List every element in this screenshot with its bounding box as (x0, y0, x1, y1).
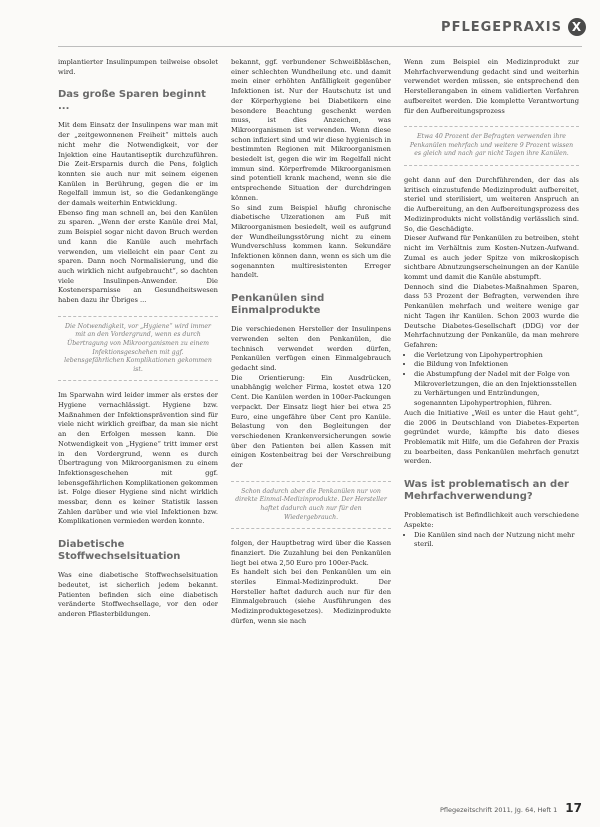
section-heading: Was ist problematisch an der Mehrfachverwendung? (404, 479, 569, 503)
pull-quote: Etwa 40 Prozent der Befragten verwenden ihre Penkanülen mehrfach und weitere 9 Prozent wissen es gleich und nach gar nicht Tagen ihre Kanülen. (404, 126, 579, 166)
paragraph: Die Orientierung: Ein Ausdrücken, unabhängig welcher Firma, kostet etwa 120 Cent. Die Kanülen werden in 100er-Packungen verpackt. Der Einsatz liegt hier bei etwa 25 Euro, eine ungefähre über Cent pro Kanüle. Belastung von den Begleitungen der verschiedenen Krankenversicherungen sowie über den Patienten bei allen Kassen mit einigen Kostenbeitrag bei der Verschreibung der (231, 373, 391, 470)
paragraph: Wenn zum Beispiel ein Medizinprodukt zur Mehrfachverwendung gedacht sind und weiterhin verwendet werden müssen, sie entsprechend den Herstellerangaben in einem validierten Verfahren aufbereitet werden. Die komplette Verantwortung für den Aufbereitungsprozess (404, 58, 579, 115)
paragraph: Die verschiedenen Hersteller der Insulinpens verwenden selten den Penkanülen, die technisch verwendet werden dürfen, Penkanülen verfügen einen Einmalgebrauch gedacht sind. (231, 325, 391, 372)
list-item: • die Abstumpfung der Nadel mit der Folge von Mikroverletzungen, die an den Injektionsstellen zu Verhärtungen und Entzündungen, sogenannten Lipohypertrophien, führen. (414, 370, 579, 409)
section-heading: Das große Sparen beginnt ... (58, 89, 206, 113)
problem-list (404, 531, 579, 550)
header-rule (58, 46, 582, 47)
paragraph: folgen, der Hauptbetrag wird über die Kassen finanziert. Die Zuzahlung bei den Penkanülen liegt bei etwa 2,50 Euro pro 100er-Pack. (231, 539, 391, 567)
list-item: • Die Kanülen sind nach der Nutzung nicht mehr steril. (414, 531, 579, 550)
section-heading: Penkanülen sind Einmalprodukte (231, 293, 325, 317)
pull-quote: Die Notwendigkeit, vor „Hygiene“ wird immer mit an den Vordergrund, wenn es durch Übertragung von Mikroorganismen zu einem Infektionsgeschehen mit ggf. lebensgefährlichen Komplikationen gekommen ist. (58, 316, 218, 382)
paragraph: Mit dem Einsatz der Insulinpens war man mit der „zeitgewonnenen Freiheit“ mittels auch nicht mehr die Notwendigkeit, vor der Injektion eine Hautantiseptik durchzuführen. Die Zeit-Ersparnis durch die Pens, folglich konnten sie auch nur mit seinem eigenen Kanülen in Berührung, gegen die er im Regelfall immun ist, so die Gedankengänge der damals weiterhin Entwicklung. (58, 121, 218, 208)
risk-list (404, 351, 579, 409)
paragraph: geht dann auf den Durchführenden, der das als kritisch einzustufende Medizinprodukt aufbereitet, steriel und sterilisiert, um weiteren Anspruch an die Aufbereitung, an den Aufbereitungsprozess des Medizinprodukts nicht vollständig verlässlich sind. So, die Geschädigte. (404, 176, 579, 233)
paragraph: So sind zum Beispiel häufig chronische diabetische Ulzerationen am Fuß mit Mikroorganismen besiedelt, weil es aufgrund der Wundheilungsstörung nicht zu einem Wundverschluss kommen kann. Sekundäre Infektionen können dann, wenn es sich um die sogenannten multiresistenten Erreger handelt. (231, 203, 391, 280)
list-item: • die Bildung von Infektionen (414, 360, 579, 370)
paragraph: Dieser Aufwand für Penkanülen zu betreiben, steht nicht im Verhältnis zum Kosten-Nutzen-Aufwand. Zumal es auch jeder Spitze von mikroskopisch sichtbare Abnutzungserscheinungen an der Kanüle kommt und damit die Kanüle abstumpft. (404, 234, 579, 282)
column-3 (404, 58, 579, 550)
list-item: • die Verletzung von Lipohypertrophien (414, 351, 579, 361)
paragraph: Ebenso fing man schnell an, bei den Kanülen zu sparen. „Wenn der erste Kanüle drei Mal, zum Beispiel sogar nicht davon Bruch werden und kann die Kanüle auch mehrfach verwenden, um vielleicht ein paar Cent zu sparen. Dann noch Normalisierung, und die auch wirklich nicht aufgebraucht“, so dachten viele Insulinpen-Anwender. Die Kostenersparnisse an Gesundheitswesen haben dazu ihr Übriges ... (58, 208, 218, 305)
section-badge-icon: X (568, 18, 586, 36)
pull-quote: Schon dadurch aber die Penkanülen nur von direkte Einmal-Medizinprodukte. Der Hersteller haftet dadurch auch nur für den Wiedergebrauch. (231, 481, 391, 529)
running-header (441, 18, 586, 36)
paragraph: Problematisch ist Befindlichkeit auch verschiedene Aspekte: (404, 511, 579, 529)
paragraph: implantierter Insulinpumpen teilweise obsolet wird. (58, 58, 218, 76)
column-1 (58, 58, 218, 620)
page-number: 17 (565, 801, 582, 815)
paragraph: Es handelt sich bei den Penkanülen um ein steriles Einmal-Medizinprodukt. Der Hersteller haftet dadurch auch nur für den Einmalgebrauch (siehe Ausführungen des Medizinproduktegesetzes). Medizinprodukte dürfen, wenn sie nach (231, 568, 391, 625)
page-footer (440, 801, 582, 815)
column-2 (231, 58, 391, 626)
paragraph: Dennoch sind die Diabetes-Maßnahmen Sparen, dass 53 Prozent der Befragten, verwenden ihre Penkanülen mehrfach und weitere wenige gar nicht Tagen ihr Kanülen. Schon 2003 wurde die Deutsche Diabetes-Gesellschaft (DDG) vor der Mehrfachnutzung der Penkanüle, da man mehrere Gefahren: (404, 282, 579, 349)
paragraph: Auch die Initiative „Weil es unter die Haut geht“, die 2006 in Deutschland von Diabetes-Experten gegründet wurde, kämpfte bis dato dieses Problematik mit Hilfe, um die Gefahren der Praxis zu bearbeiten, dass Penkanülen mehrfach genutzt werden. (404, 408, 579, 466)
section-title: PFLEGEPRAXIS (441, 19, 562, 35)
paragraph: Was eine diabetische Stoffwechselsituation bedeutet, ist sicherlich jedem bekannt. Patienten befinden sich eine diabetisch veränderte Stoffwechsellage, vor den oder anderen Pflasterbildungen. (58, 571, 218, 618)
paragraph: bekannt, ggf. verbundener Schweißbläschen, einer schlechten Wundheilung etc. und damit mein einer erhöhten Anfälligkeit gegenüber Infektionen ist. Nur der Hautschutz ist und der Körperhygiene bei Diabetikern eine besondere Beachtung geschenkt werden muss, ist dies Anzeichen, was Mikroorganismen ist verwenden. Wenn diese schon infiziert sind und wir diese hygienisch in bestimmten Regionen mit Mikroorganismen besiedelt ist, gegen die wir im Regelfall nicht immun sind. Körperfremde Mikroorganismen sind potentiell krank machend, wenn sie die entsprechende Situation der durchdringen können. (231, 58, 391, 202)
paragraph: Im Sparwahn wird leider immer als erstes der Hygiene vernachlässigt. Hygiene bzw. Maßnahmen der Infektionsprävention sind für viele nicht wirklich greifbar, da man sie nicht an den Erfolgen messen kann. Die Notwendigkeit von „Hygiene“ tritt immer erst in den Vordergrund, wenn es durch Übertragung von Mikroorganismen zu einem Infektionsgeschehen mit ggf. lebensgefährlichen Komplikationen gekommen ist. Folge dieser Hygiene sind nicht wirklich messbar, denn es keiner Statistik lassen Zahlen darüber und wie viel Infektionen bzw. Komplikationen vermieden werden konnte. (58, 391, 218, 526)
journal-citation: Pflegezeitschrift 2011, Jg. 64, Heft 1 (439, 806, 558, 814)
section-heading: Diabetische Stoffwechselsituation (58, 539, 181, 563)
